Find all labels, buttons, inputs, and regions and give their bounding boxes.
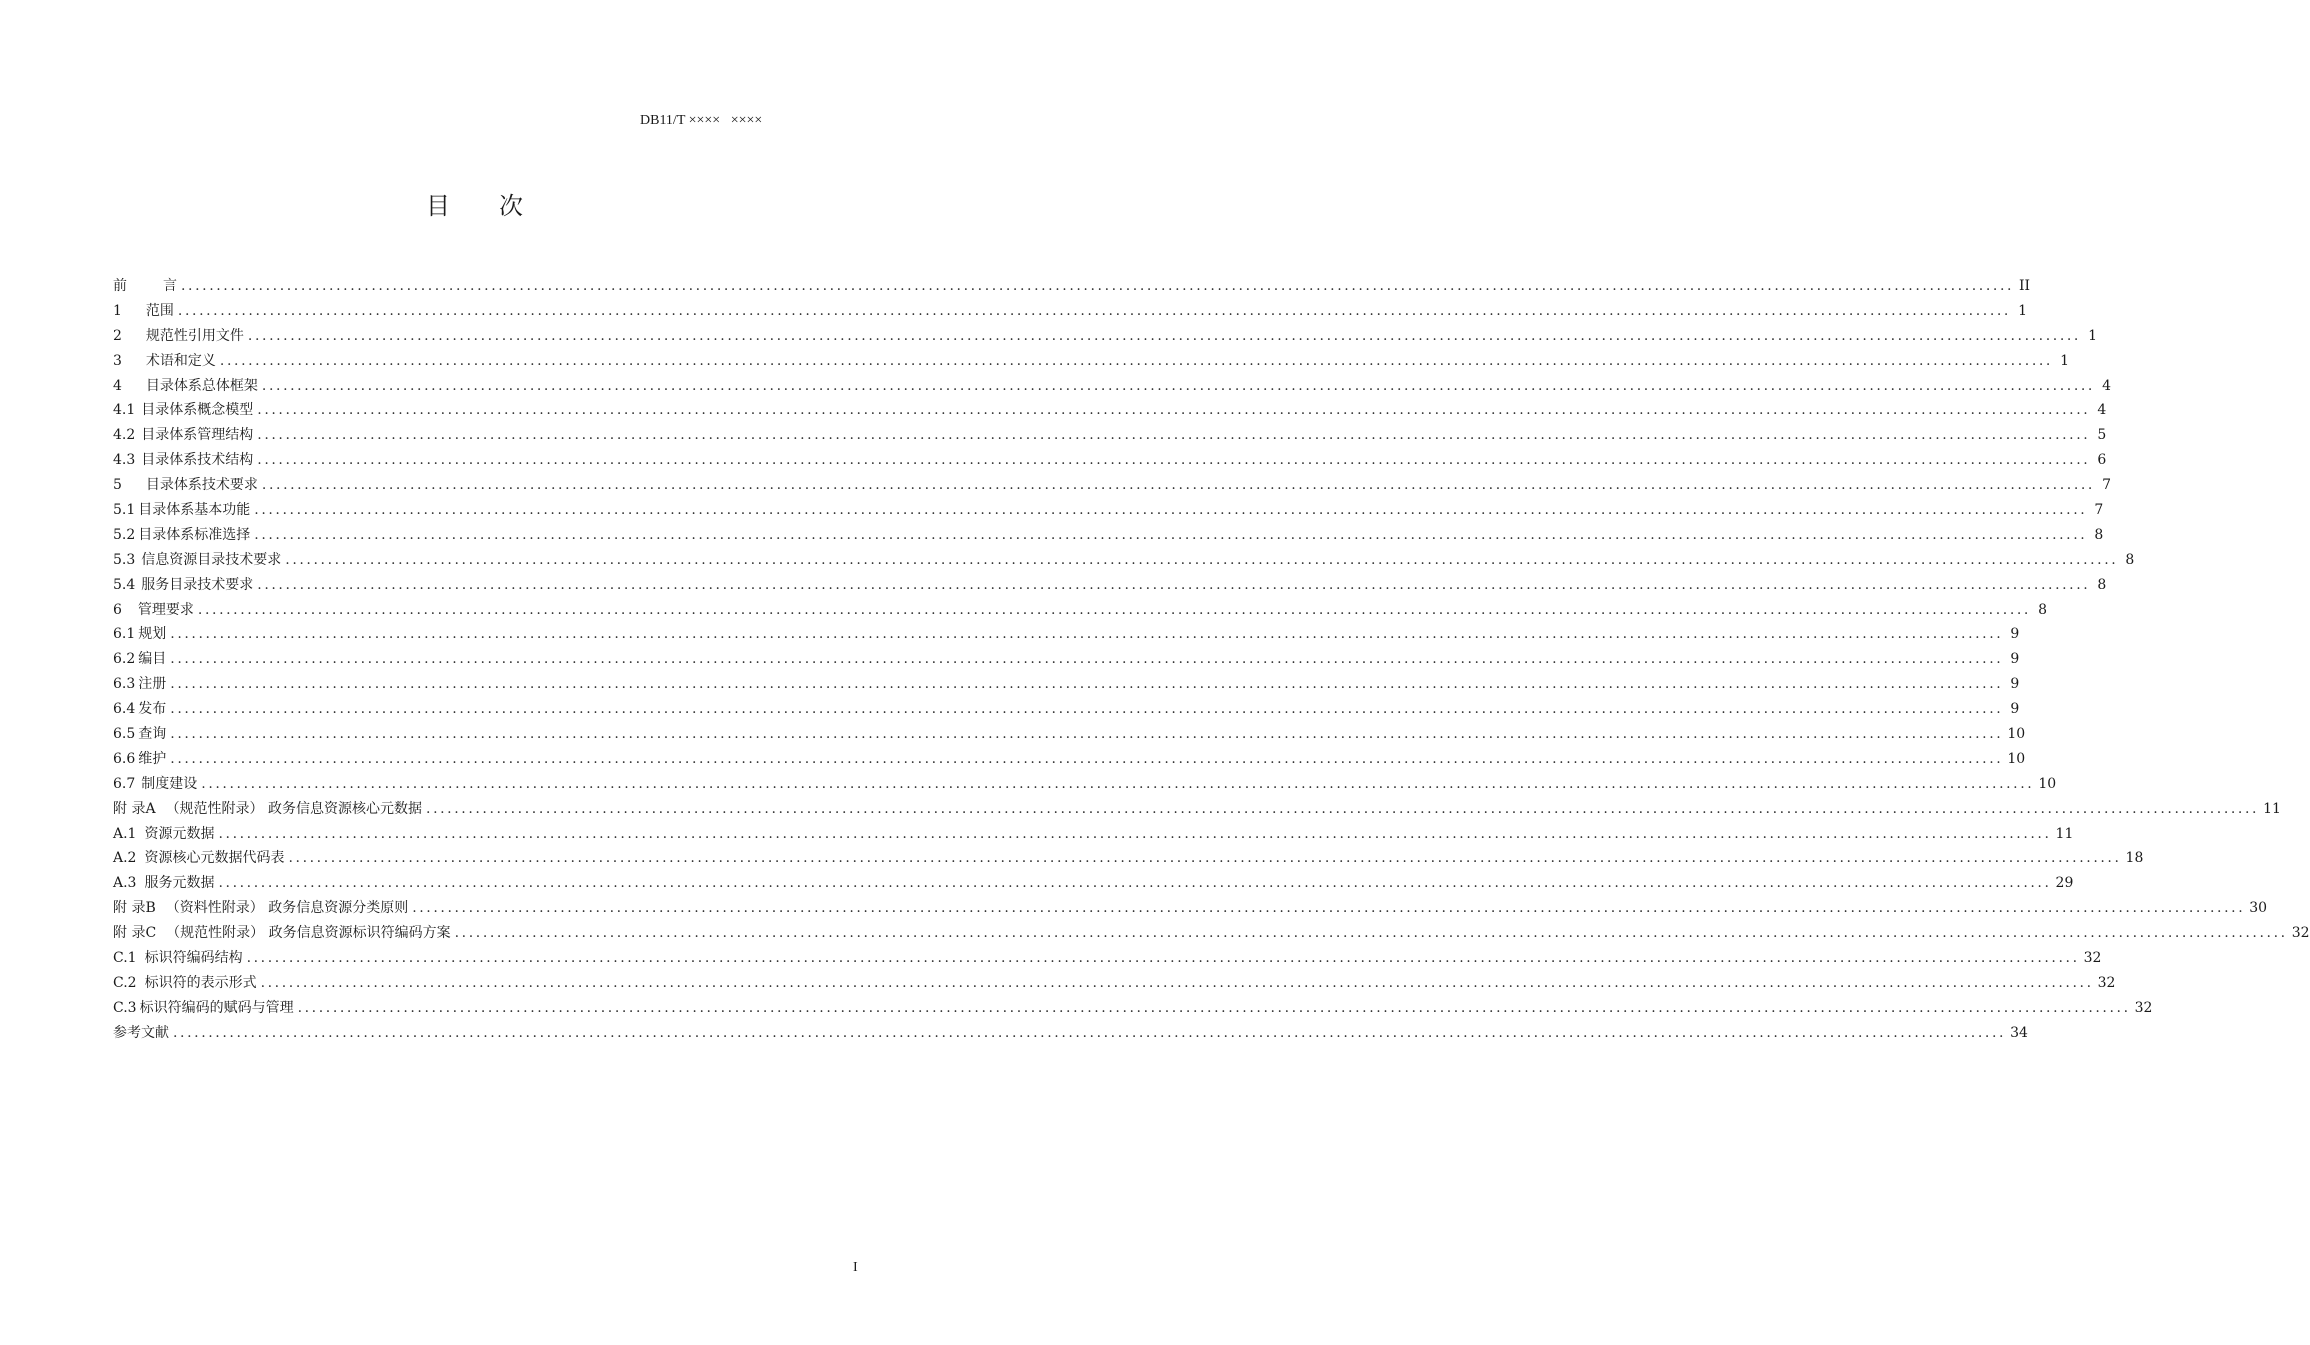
toc-entry-title: 标识符编码结构 [144,950,243,967]
toc-entry-title: 查询 [138,726,167,743]
toc-leader-dots: .................................................................................................................................................................................................................................................................... [257,576,2091,593]
toc-entry-number: 3 [113,352,122,369]
toc-entry-number: 4.3 [113,452,136,469]
toc-entry[interactable] [113,971,2116,996]
toc-entry[interactable] [113,722,2026,747]
toc-entry-title: 目录体系概念模型 [141,402,254,419]
toc-entry[interactable] [113,548,2135,573]
toc-entry-page: 10 [2007,750,2026,767]
toc-leader-dots: .................................................................................................................................................................................................................................................................... [260,974,2094,991]
toc-entry-number: C.3 [113,999,137,1016]
toc-leader-dots: .................................................................................................................................................................................................................................................................... [257,452,2091,469]
toc-entry-number: 附 录C [113,925,157,942]
toc-leader-dots: .................................................................................................................................................................................................................................................................... [181,278,2015,294]
toc-leader-dots: .................................................................................................................................................................................................................................................................... [297,999,2131,1016]
toc-entry-page: 4 [2097,402,2107,419]
toc-entry-number: 5 [113,477,122,494]
toc-entry-page: 30 [2249,900,2268,917]
toc-entry-page: 8 [2125,551,2135,568]
toc-leader-dots: .................................................................................................................................................................................................................................................................... [257,402,2091,419]
toc-entry-title: 目录体系总体框架 [145,377,258,394]
toc-entry-number: 1 [113,302,122,319]
toc-entry[interactable] [113,498,2104,523]
toc-entry-page: 9 [2010,626,2020,643]
toc-entry-page: 29 [2055,875,2074,892]
toc-entry-page: 8 [2097,576,2107,593]
toc-entry-page: 34 [2010,1024,2028,1041]
toc-entry-number: 4 [113,377,122,394]
toc-entry[interactable] [113,946,2102,971]
toc-entry[interactable] [113,797,2281,822]
toc-entry-page: 18 [2125,850,2144,867]
toc-entry-title: 范围 [145,302,174,319]
toc-entry-number: 5.4 [113,576,136,593]
toc-leader-dots: .................................................................................................................................................................................................................................................................... [170,750,2004,767]
toc-entry-number: 6.4 [113,701,136,718]
toc-leader-dots: .................................................................................................................................................................................................................................................................... [218,875,2052,892]
toc-leader-dots: .................................................................................................................................................................................................................................................................... [254,502,2088,519]
toc-entry-title: 资源元数据 [144,825,215,842]
toc-leader-dots: .................................................................................................................................................................................................................................................................... [170,626,2004,643]
toc-entry-title: 维护 [138,750,167,767]
toc-entry-title: 言 [163,278,177,294]
title-char-2: 次 [499,192,524,220]
toc-entry-number: A.1 [113,825,137,842]
toc-leader-dots: .................................................................................................................................................................................................................................................................... [454,925,2288,942]
toc-entry[interactable] [113,996,2153,1021]
toc-leader-dots: .................................................................................................................................................................................................................................................................... [197,601,2031,618]
toc-entry[interactable] [113,822,2074,847]
toc-entry-page: II [2019,278,2031,294]
toc-entry-title: （资料性附录） 政务信息资源分类原则 [165,900,409,917]
toc-entry[interactable] [113,921,2310,946]
toc-entry-number: 6.6 [113,750,136,767]
toc-entry-number: 6.7 [113,775,136,792]
toc-entry-number: 6.5 [113,726,136,743]
page-title [0,186,950,221]
toc-entry[interactable] [113,398,2107,423]
toc-entry-title: 目录体系技术要求 [145,477,258,494]
toc-entry-number: C.2 [113,974,137,991]
toc-entry-number: 4.2 [113,427,136,444]
toc-leader-dots: .................................................................................................................................................................................................................................................................... [261,477,2095,494]
toc-entry-title: 资源核心元数据代码表 [144,850,285,867]
toc-entry[interactable] [113,448,2107,473]
toc-entry[interactable] [113,523,2104,548]
toc-entry-number: 附 录B [113,900,156,917]
toc-leader-dots: .................................................................................................................................................................................................................................................................... [218,825,2052,842]
toc-leader-dots: .................................................................................................................................................................................................................................................................... [170,651,2004,668]
toc-entry-number: 6.3 [113,676,136,693]
toc-leader-dots: .................................................................................................................................................................................................................................................................... [254,526,2088,543]
toc-entry-title: 编目 [138,651,167,668]
toc-entry-number: A.3 [113,875,137,892]
toc-entry-page: 6 [2097,452,2107,469]
toc-entry[interactable] [113,622,2020,647]
toc-entry-number: 6.2 [113,651,136,668]
toc-entry-number: 5.2 [113,526,136,543]
toc-entry-page: 9 [2010,701,2020,718]
toc-entry[interactable] [113,598,2047,623]
toc-entry[interactable] [113,349,2069,374]
toc-leader-dots: .................................................................................................................................................................................................................................................................... [170,676,2004,693]
toc-leader-dots: .................................................................................................................................................................................................................................................................... [173,1024,2007,1041]
toc-leader-dots: .................................................................................................................................................................................................................................................................... [246,950,2080,967]
toc-entry-page: 1 [2088,327,2097,344]
toc-entry-number: 附 录A [113,800,156,817]
toc-entry-page: 32 [2097,974,2116,991]
toc-entry-title: 目录体系标准选择 [138,526,251,543]
toc-entry-title: 术语和定义 [145,352,216,369]
toc-entry-title: 发布 [138,701,167,718]
toc-entry[interactable] [113,896,2268,921]
toc-entry-page: 32 [2134,999,2153,1016]
toc-leader-dots: .................................................................................................................................................................................................................................................................... [261,377,2095,394]
toc-entry-number: 6.1 [113,626,136,643]
toc-entry-title: 参考文献 [113,1024,169,1041]
toc-leader-dots: .................................................................................................................................................................................................................................................................... [426,800,2260,817]
toc-entry-page: 11 [2055,825,2074,842]
toc-entry-title: 服务目录技术要求 [141,576,254,593]
toc-entry[interactable] [113,846,2144,871]
toc-entry[interactable] [113,772,2057,797]
toc-entry-number: A.2 [113,850,137,867]
toc-entry-page: 9 [2010,651,2020,668]
toc-entry[interactable] [113,423,2107,448]
toc-entry[interactable] [113,573,2107,598]
toc-entry[interactable] [113,647,2020,672]
toc-leader-dots: .................................................................................................................................................................................................................................................................... [285,551,2119,568]
toc-entry-page: 11 [2263,800,2281,817]
toc-entry-page: 32 [2291,925,2310,942]
toc-entry-page: 8 [2038,601,2047,618]
toc-entry[interactable] [113,274,2031,299]
toc-entry-title: 制度建设 [141,775,198,792]
toc-entry[interactable] [113,697,2020,722]
toc-entry-title: 标识符编码的赋码与管理 [139,999,294,1016]
toc-entry[interactable] [113,299,2027,324]
toc-entry[interactable] [113,1021,2028,1046]
toc-entry-number: 6 [113,601,122,618]
toc-leader-dots: .................................................................................................................................................................................................................................................................... [201,775,2035,792]
toc-entry[interactable] [113,672,2020,697]
toc-entry-page: 10 [2007,726,2026,743]
toc-entry[interactable] [113,374,2111,399]
toc-entry-number: 前 [113,278,127,294]
toc-entry-title: 规范性引用文件 [145,327,244,344]
toc-leader-dots: .................................................................................................................................................................................................................................................................... [219,352,2053,369]
toc-entry[interactable] [113,747,2026,772]
toc-entry-page: 9 [2010,676,2020,693]
toc-entry-title: 服务元数据 [144,875,215,892]
toc-entry-title: 规划 [138,626,167,643]
toc-entry-title: 标识符的表示形式 [144,974,257,991]
toc-entry[interactable] [113,871,2074,896]
toc-entry-number: C.1 [113,950,137,967]
title-char-1: 目 [426,192,451,220]
toc-entry-page: 8 [2094,526,2104,543]
toc-entry-title: 注册 [138,676,167,693]
toc-leader-dots: .................................................................................................................................................................................................................................................................... [170,726,2004,743]
toc-leader-dots: .................................................................................................................................................................................................................................................................... [257,427,2091,444]
toc-entry-page: 4 [2102,377,2111,394]
toc-entry-page: 1 [2060,352,2069,369]
toc-leader-dots: .................................................................................................................................................................................................................................................................... [170,701,2004,718]
toc-entry-page: 10 [2038,775,2057,792]
toc-entry-title: 管理要求 [137,601,194,618]
toc-leader-dots: .................................................................................................................................................................................................................................................................... [247,327,2081,344]
toc-entry-page: 5 [2097,427,2107,444]
toc-entry-title: 目录体系管理结构 [141,427,254,444]
page-number: I [853,1260,858,1275]
document-code: DB11/T ×××× ×××× [640,113,763,128]
toc-entry-number: 4.1 [113,402,136,419]
toc-entry-title: （规范性附录） 政务信息资源核心元数据 [165,800,423,817]
toc-entry-title: （规范性附录） 政务信息资源标识符编码方案 [166,925,451,942]
toc-entry-page: 7 [2094,502,2104,519]
toc-entry-number: 5.3 [113,551,136,568]
toc-entry-number: 5.1 [113,502,136,519]
toc-entry[interactable] [113,324,2097,349]
table-of-contents [113,274,2310,1046]
toc-entry-title: 目录体系基本功能 [138,502,251,519]
toc-leader-dots: .................................................................................................................................................................................................................................................................... [177,302,2011,319]
toc-entry-page: 1 [2018,302,2027,319]
toc-entry-title: 目录体系技术结构 [141,452,254,469]
toc-entry-number: 2 [113,327,122,344]
toc-entry-page: 32 [2083,950,2102,967]
toc-leader-dots: .................................................................................................................................................................................................................................................................... [412,900,2246,917]
toc-entry-title: 信息资源目录技术要求 [141,551,282,568]
toc-entry-page: 7 [2102,477,2111,494]
toc-leader-dots: .................................................................................................................................................................................................................................................................... [288,850,2122,867]
toc-entry[interactable] [113,473,2111,498]
